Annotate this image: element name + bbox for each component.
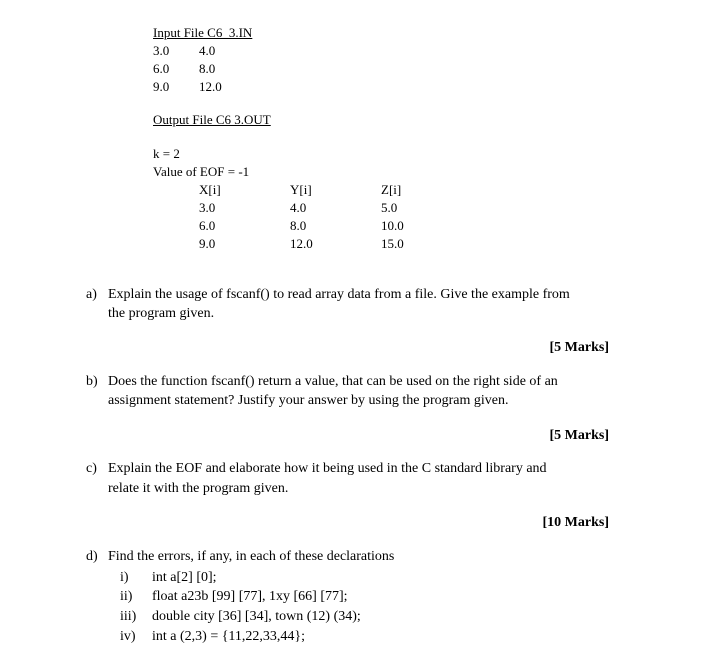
marks-label: [5 Marks]: [549, 428, 609, 443]
subitem-number: i): [120, 570, 129, 585]
output-cell: 6.0: [199, 218, 216, 233]
question-label: a): [86, 287, 97, 302]
subitem-text: int a[2] [0];: [152, 570, 217, 585]
output-header: X[i]: [199, 182, 221, 197]
subitem-text: int a (2,3) = {11,22,33,44};: [152, 629, 306, 644]
subitem-number: ii): [120, 589, 133, 604]
subitem-number: iv): [120, 629, 136, 644]
question-text: Does the function fscanf() return a value, that can be used on the right side of an: [108, 374, 558, 389]
subitem-text: double city [36] [34], town (12) (34);: [152, 609, 361, 624]
output-header: Y[i]: [290, 182, 312, 197]
question-text: the program given.: [108, 306, 215, 321]
output-cell: 3.0: [199, 200, 216, 215]
output-cell: 5.0: [381, 200, 398, 215]
output-cell: 10.0: [381, 218, 404, 233]
input-cell: 12.0: [199, 79, 222, 94]
question-label: b): [86, 374, 98, 389]
marks-label: [10 Marks]: [542, 515, 609, 530]
input-cell: 4.0: [199, 43, 216, 58]
question-text: Explain the usage of fscanf() to read array data from a file. Give the example from: [108, 287, 570, 302]
input-cell: 8.0: [199, 61, 216, 76]
input-file-title: Input File C6_3.IN: [153, 25, 253, 40]
output-cell: 4.0: [290, 200, 307, 215]
question-text: Find the errors, if any, in each of these declarations: [108, 549, 395, 564]
input-cell: 6.0: [153, 61, 170, 76]
output-cell: 8.0: [290, 218, 307, 233]
subitem-text: float a23b [99] [77], 1xy [66] [77];: [152, 589, 348, 604]
output-header: Z[i]: [381, 182, 402, 197]
eof-line: Value of EOF = -1: [153, 164, 250, 179]
question-label: c): [86, 461, 97, 476]
k-line: k = 2: [153, 146, 180, 161]
question-text: Explain the EOF and elaborate how it being used in the C standard library and: [108, 461, 547, 476]
question-text: assignment statement? Justify your answer by using the program given.: [108, 393, 509, 408]
output-file-title: Output File C6 3.OUT: [153, 112, 271, 127]
input-cell: 9.0: [153, 79, 170, 94]
output-cell: 15.0: [381, 236, 404, 251]
marks-label: [5 Marks]: [549, 340, 609, 355]
output-cell: 12.0: [290, 236, 313, 251]
question-label: d): [86, 549, 98, 564]
input-cell: 3.0: [153, 43, 170, 58]
subitem-number: iii): [120, 609, 137, 624]
question-text: relate it with the program given.: [108, 481, 289, 496]
output-cell: 9.0: [199, 236, 216, 251]
